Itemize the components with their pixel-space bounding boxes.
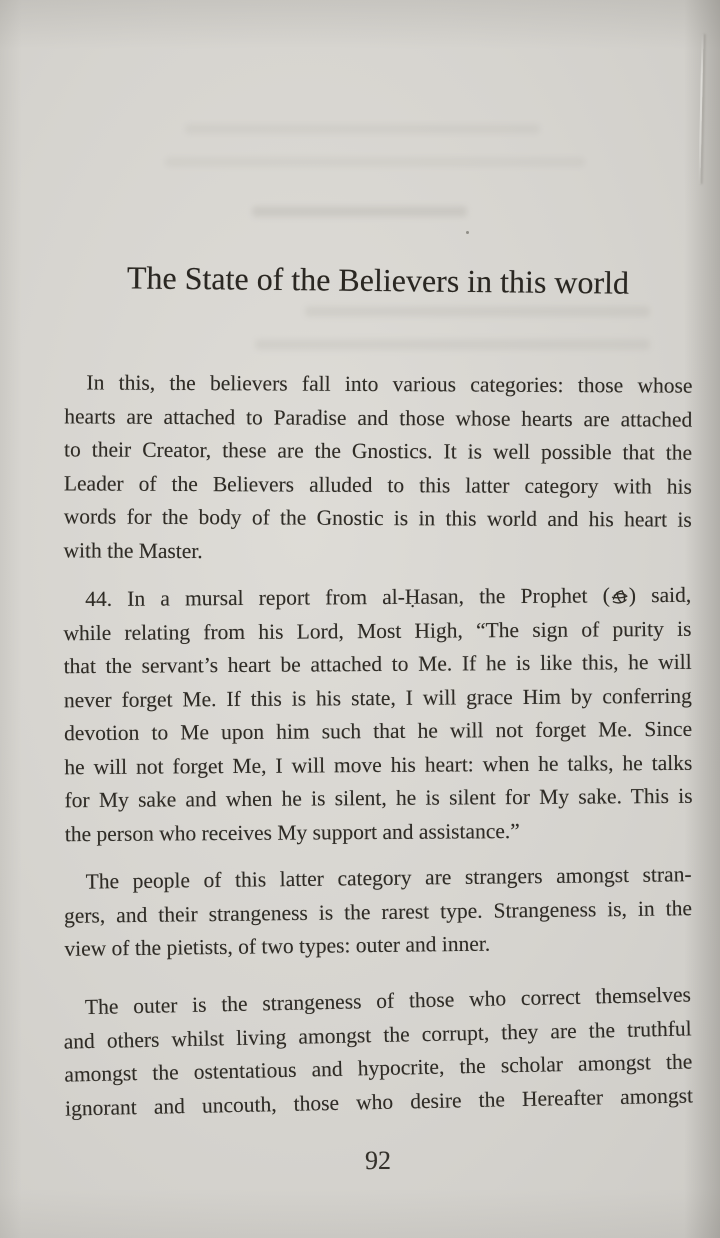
- text-line: Leader of the Believers alluded to this latter category with his: [63, 470, 692, 499]
- text-line: the person who receives My support and assistance.”: [64, 818, 520, 846]
- page-number: 92: [365, 1146, 391, 1175]
- paper-speck: [466, 231, 469, 234]
- text-line: The people of this latter category are strangers amongst stran-: [85, 862, 692, 894]
- paragraph-outer-strangeness: [63, 978, 694, 1125]
- text-line: The outer is the strangeness of those who correct themselves: [84, 982, 692, 1020]
- paragraph-hadith-44: [63, 579, 693, 851]
- text-line: while relating from his Lord, Most High, “The sign of purity is: [63, 616, 692, 645]
- bleedthrough-smudge: [255, 339, 650, 350]
- text-line: ignorant and uncouth, those who desire the Hereafter amongst: [64, 1082, 694, 1121]
- text-line: view of the pietists, of two types: outer and inner.: [64, 931, 491, 961]
- text-line: for My sake and when he is silent, he is silent for My sake. This is: [64, 783, 693, 813]
- chapter-title: The State of the Believers in this world: [126, 259, 630, 301]
- text-line: 44. In a mursal report from al-Ḥasan, the Prophet ( ) said,: [85, 582, 692, 612]
- text-line: he will not forget Me, I will move his heart: when he talks, he talks: [64, 750, 693, 779]
- bleedthrough-smudge: [252, 206, 467, 217]
- paragraph-strangers: [63, 858, 692, 966]
- text-line: gers, and their strangeness is the rarest type. Strangeness is, in the: [63, 895, 693, 928]
- paragraph-intro: [63, 366, 692, 570]
- text-line: In this, the believers fall into various categories: those whose: [86, 370, 693, 398]
- prophet-honorific-icon: [610, 587, 629, 605]
- bleedthrough-smudge: [165, 157, 585, 167]
- text-line: hearts are attached to Paradise and those whose hearts are attached: [64, 403, 693, 432]
- text-line: words for the body of the Gnostic is in this world and his heart is: [63, 504, 692, 532]
- text-line: never forget Me. If this is his state, I will grace Him by conferring: [63, 683, 692, 712]
- page-edge-crease: [698, 34, 703, 184]
- bleedthrough-smudge: [185, 124, 540, 134]
- text-line: to their Creator, these are the Gnostics. It is well possible that the: [64, 437, 693, 465]
- text-line: amongst the ostentatious and hypocrite, the scholar amongst the: [64, 1049, 693, 1087]
- text-line: devotion to Me upon him such that he will not forget Me. Since: [64, 716, 693, 746]
- text-line: and others whilst living amongst the corrupt, they are the truthful: [63, 1015, 692, 1054]
- text-line: that the servant’s heart be attached to Me. If he is like this, he will: [63, 649, 692, 679]
- text-line: with the Master.: [63, 537, 203, 563]
- bleedthrough-smudge: [305, 306, 650, 317]
